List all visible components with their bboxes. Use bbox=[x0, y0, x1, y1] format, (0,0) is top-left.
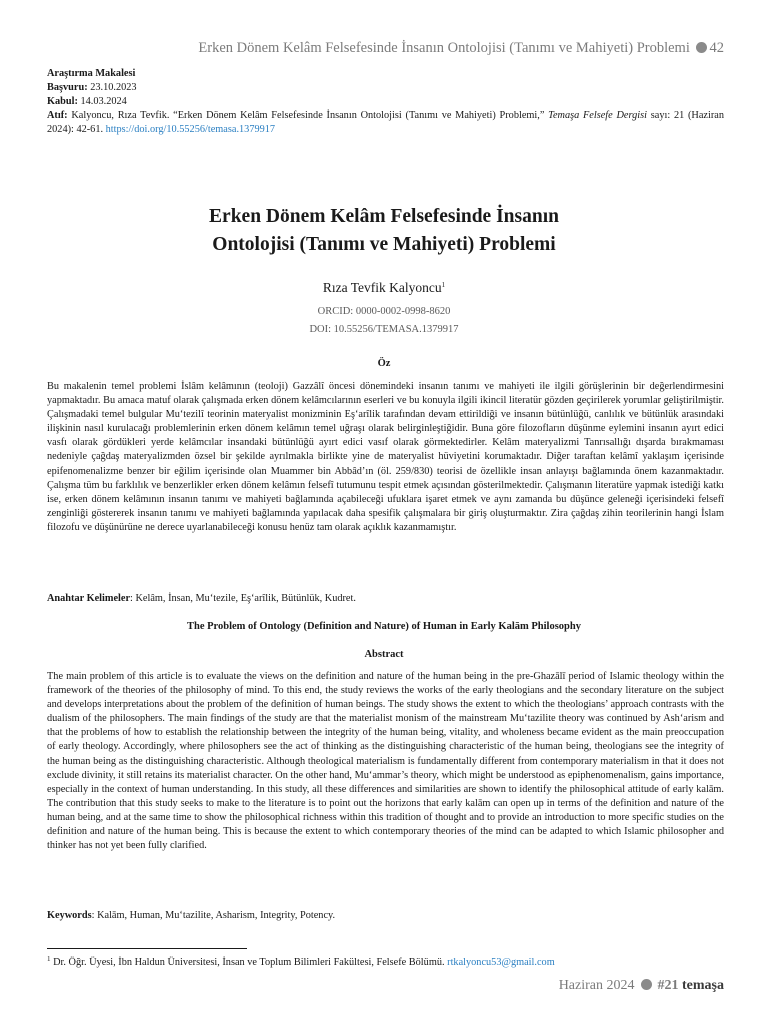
article-type: Araştırma Makalesi bbox=[47, 68, 136, 79]
footnote bbox=[47, 955, 724, 968]
accepted-label: Kabul: bbox=[47, 96, 78, 107]
footnote-mark: 1 bbox=[47, 955, 51, 963]
footer-issue: #21 bbox=[657, 978, 679, 993]
article-title bbox=[40, 203, 728, 259]
footer-journal: temaşa bbox=[682, 978, 724, 993]
accepted-date: 14.03.2024 bbox=[80, 96, 127, 107]
citation bbox=[47, 109, 724, 137]
page-number: 42 bbox=[709, 40, 724, 56]
submitted-label: Başvuru: bbox=[47, 82, 88, 93]
tr-keywords-label: Anahtar Kelimeler bbox=[47, 593, 131, 604]
en-title: The Problem of Ontology (Definition and Nature) of Human in Early Kalām Philosophy bbox=[187, 621, 581, 632]
footnote-email-link[interactable]: rtkalyoncu53@gmail.com bbox=[447, 957, 555, 968]
citation-rest: sayı: 21 (Haziran 2024): 42-61. bbox=[47, 110, 724, 135]
tr-abstract-text: Bu makalenin temel problemi İslâm kelâmının (teoloji) Gazzâlî öncesi dönemindeki insanın tanımı ve mahiyeti ile ilgili görüşlerinin bir değerlendirmesini yapmaktadır. Bu amaca matuf olarak çalışmada erken dönem kelâmcılarının eserleri ve bu konuyla ilgili ikincil literatür gözden geçirilerek yorumlar geliştirilmiştir. Çalışmadaki temel bulgular Mu‘tezilî teorinin materyalist monizminin Eş‘arîlik tarafından devam ettirildiği ve insanın bütünlüğü, canlılık ve bütünlük arasındaki ilişkinin nasıl kurulacağı problemlerinin erken dönem kelâmın temel uğraşı olarak belirginleştiğidir. Buna göre filozofların düşünme eylemini insanın ayırt edici vasfı olarak gördükleri yerde kelâmcılar insandaki bütünlüğü ayırt edici vasıf olarak görmektedirler. Kelâm materyalizmi Tanrısallığı dışarda bırakmaması nedeniyle çağdaş materyalizmden özsel bir şekilde ayrılmakla birlikte yine de materyalist hüviyetini korumaktadır. Diğer taraftan kelâmî yaklaşım içerisinde epifenomenalizme benzer bir eğilim içerisinde olan Muammer bin Abbâd’ın (öl. 259/830) teorisi de özellikle insan anlayışı bağlamında önem kazanmaktadır. Çalışma tüm bu farklılık ve benzerlikler erken dönem kelâmın felsefî tutumunu tespit etmek açısından gösterilmektedir. Çalışmanın literatüre yapmak istediği katkı ise, erken dönem kelâmının insanın tanımı ve mahiyeti bağlamında açabileceği ufuklara işaret etmek ve aynı zamanda bu düşünce geleneği içerisindeki felsefî zenginliği göstererek insanın tanımı ve mahiyeti bağlamında yapılacak daha spesifik çalışmalara bir giriş oluşturmaktır. Zira çağdaş zihin teorilerinin hangi İslam filozofu ve düşünürüne ne derece uyarlanabileceği konusu henüz tam olarak açıklık kazanmamıştır. bbox=[47, 381, 724, 533]
doi: DOI: 10.55256/TEMASA.1379917 bbox=[309, 324, 459, 335]
submitted-date: 23.10.2023 bbox=[90, 82, 137, 93]
citation-label: Atıf: bbox=[47, 110, 68, 121]
en-keywords-label: Keywords bbox=[47, 910, 92, 921]
orcid: ORCID: 0000-0002-0998-8620 bbox=[317, 306, 451, 317]
author-name: Rıza Tevfik Kalyoncu bbox=[322, 280, 442, 295]
running-header bbox=[40, 40, 724, 57]
bullet-dot-icon bbox=[696, 42, 707, 53]
footer-date: Haziran 2024 bbox=[558, 978, 635, 993]
bullet-dot-icon bbox=[641, 979, 652, 990]
footnote-text: Dr. Öğr. Üyesi, İbn Haldun Üniversitesi, İnsan ve Toplum Bilimleri Fakültesi, Felsefe Bölümü. bbox=[53, 957, 445, 968]
title-line-1: Erken Dönem Kelâm Felsefesinde İnsanın bbox=[209, 206, 559, 227]
citation-journal: Temaşa Felsefe Dergisi bbox=[548, 110, 647, 121]
author-identifiers bbox=[40, 303, 728, 339]
citation-doi-link[interactable]: https://doi.org/10.55256/temasa.1379917 bbox=[105, 124, 276, 135]
en-abstract-heading: Abstract bbox=[364, 649, 404, 660]
author-footnote-mark[interactable]: 1 bbox=[441, 281, 446, 289]
article-meta bbox=[47, 67, 724, 137]
en-keywords: Keywords: Kalām, Human, Mu‘tazilite, Asharism, Integrity, Potency. bbox=[47, 910, 336, 921]
citation-text: Kalyoncu, Rıza Tevfik. “Erken Dönem Kelâm Felsefesinde İnsanın Ontolojisi (Tanımı ve Mahiyeti) Problemi,” bbox=[71, 110, 545, 121]
running-footer bbox=[559, 978, 724, 994]
en-keywords-list: Kalām, Human, Mu‘tazilite, Asharism, Integrity, Potency. bbox=[97, 910, 336, 921]
title-line-2: Ontolojisi (Tanımı ve Mahiyeti) Problemi bbox=[212, 234, 556, 255]
author bbox=[40, 280, 728, 296]
footnote-divider bbox=[47, 948, 247, 949]
en-abstract-text: The main problem of this article is to evaluate the views on the definition and nature of the human being in the pre-Ghazālī period of Islamic theology within the framework of the theories of the philosophy of mind. To this end, the study reviews the works of the early theologians and the secondary literature on the subject and develops interpretations about the problem of the definition of human beings. The study shows the extent to which the theologians’ approach contrasts with the dualism of the philosophers. The main findings of the study are that the materialist monism of the mainstream Mu‘tazilite theory was continued by Ash‘arism and that the problems of how to establish the relationship between the integrity of the human being, vitality, and wholeness became evident as the main preoccupation of early theology. Accordingly, where philosophers see the act of thinking as the distinguishing characteristic of the human being, theologians see the integrity of the human being as the distinguishing characteristic. Although theological materialism is fundamentally different from contemporary materialism in that it does not exclude divinity, it still retains its materialist character. On the other hand, Mu‘ammar’s theory, which might be understood as epiphenomenalism, gains importance, especially in the context of human understanding. In this study, all these differences and similarities are shown to identify the philosophical attitude of early kalām. The contribution that this study seeks to make to the literature is to point out the horizons that early kalām can open up in terms of the definition and nature of the human being, and at the same time to show the philosophical richness within this tradition of thought and to provide an introduction to more specific studies on the definition and nature of the human being. This is because the extent to which contemporary theories of the mind can be adapted to which Islamic philosopher and thinker has not yet been fully clarified. bbox=[47, 671, 724, 852]
tr-keywords-list: Kelâm, İnsan, Mu‘tezile, Eş‘arîlik, Bütünlük, Kudret. bbox=[135, 593, 356, 604]
tr-keywords: Anahtar Kelimeler: Kelâm, İnsan, Mu‘tezile, Eş‘arîlik, Bütünlük, Kudret. bbox=[47, 593, 356, 604]
tr-abstract-heading: Öz bbox=[377, 358, 391, 369]
running-title: Erken Dönem Kelâm Felsefesinde İnsanın Ontolojisi (Tanımı ve Mahiyeti) Problemi bbox=[198, 40, 690, 56]
